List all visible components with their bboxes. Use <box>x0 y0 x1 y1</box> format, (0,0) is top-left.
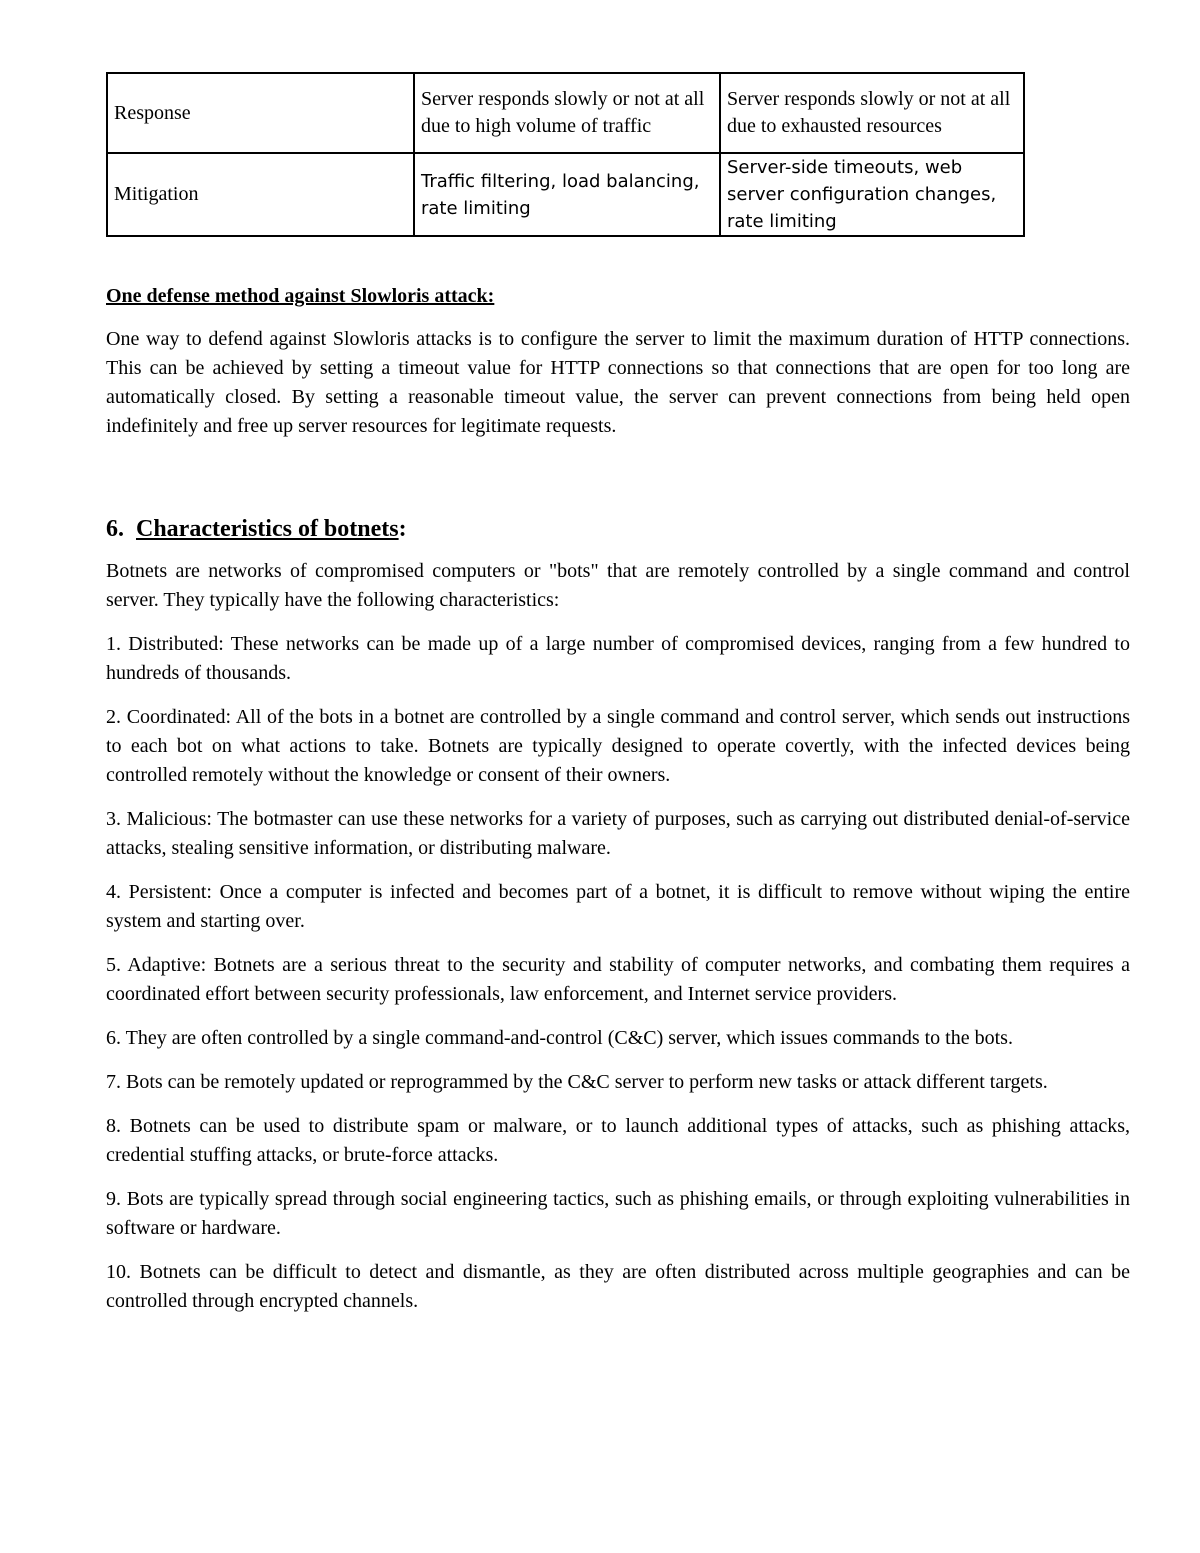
list-item: 9. Bots are typically spread through social engineering tactics, such as phishing emails, or through exploiting vulnerabilities in software or hardware. <box>106 1188 1130 1239</box>
list-item: 5. Adaptive: Botnets are a serious threat to the security and stability of computer networks, and combating them requires a coordinated effort between security professionals, law enforcement, and Internet service providers. <box>106 954 1130 1005</box>
list-item: 10. Botnets can be difficult to detect and dismantle, as they are often distributed across multiple geographies and can be controlled through encrypted channels. <box>106 1261 1130 1312</box>
document-body <box>106 282 1130 1331</box>
table-cell: Server responds slowly or not at all due to high volume of traffic <box>414 73 720 153</box>
section-number: 6. <box>106 516 124 542</box>
table-row <box>107 73 1024 153</box>
list-item: 3. Malicious: The botmaster can use these networks for a variety of purposes, such as carrying out distributed denial-of-service attacks, stealing sensitive information, or distributing malware. <box>106 808 1130 859</box>
row-label: Response <box>107 73 414 153</box>
table-cell: Server responds slowly or not at all due to exhausted resources <box>720 73 1024 153</box>
row-label: Mitigation <box>107 153 414 236</box>
list-item: 6. They are often controlled by a single command-and-control (C&C) server, which issues commands to the bots. <box>106 1027 1013 1049</box>
list-item: 8. Botnets can be used to distribute spam or malware, or to launch additional types of attacks, such as phishing attacks, credential stuffing attacks, or brute-force attacks. <box>106 1115 1130 1166</box>
section-title: Characteristics of botnets <box>136 516 399 542</box>
defense-heading: One defense method against Slowloris attack: <box>106 285 495 307</box>
table-cell: Server-side timeouts, web server configuration changes, rate limiting <box>720 153 1024 236</box>
list-item: 1. Distributed: These networks can be made up of a large number of compromised devices, ranging from a few hundred to hundreds of thousands. <box>106 633 1130 684</box>
section-intro: Botnets are networks of compromised computers or "bots" that are remotely controlled by a single command and control server. They typically have the following characteristics: <box>106 560 1130 611</box>
section-colon: : <box>398 516 407 542</box>
comparison-table <box>106 72 1025 237</box>
defense-paragraph: One way to defend against Slowloris attacks is to configure the server to limit the maximum duration of HTTP connections. This can be achieved by setting a timeout value for HTTP connections so that connections that are open for too long are automatically closed. By setting a reasonable timeout value, the server can prevent connections from being held open indefinitely and free up server resources for legitimate requests. <box>106 328 1130 437</box>
list-item: 7. Bots can be remotely updated or reprogrammed by the C&C server to perform new tasks or attack different targets. <box>106 1071 1048 1093</box>
section-heading <box>106 513 1130 545</box>
table-row <box>107 153 1024 236</box>
table-cell: Traffic filtering, load balancing, rate limiting <box>414 153 720 236</box>
list-item: 2. Coordinated: All of the bots in a botnet are controlled by a single command and control server, which sends out instructions to each bot on what actions to take. Botnets are typically designed to operate covertly, with the infected devices being controlled remotely without the knowledge or consent of their owners. <box>106 706 1130 786</box>
list-item: 4. Persistent: Once a computer is infected and becomes part of a botnet, it is difficult to remove without wiping the entire system and starting over. <box>106 881 1130 932</box>
